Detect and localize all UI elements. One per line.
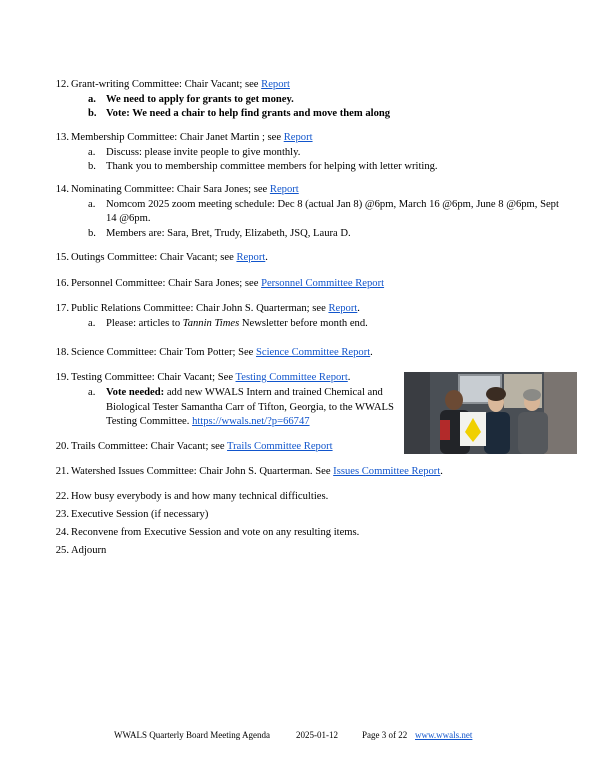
item-text: Membership Committee: Chair Janet Martin ; see	[71, 132, 284, 143]
issues-report-link[interactable]: Issues Committee Report	[333, 466, 441, 477]
report-link[interactable]: Report	[269, 184, 299, 195]
item-text: How busy everybody is and how many technical difficulties.	[71, 491, 329, 502]
science-report-link[interactable]: Science Committee Report	[256, 347, 371, 358]
item-number: 12.	[55, 79, 69, 90]
item-number: 14.	[55, 184, 69, 195]
item-text: Nominating Committee: Chair Sara Jones; see	[71, 184, 270, 195]
item-number: 17.	[55, 303, 69, 314]
personnel-report-link[interactable]: Personnel Committee Report	[261, 278, 385, 289]
trails-report-link[interactable]: Trails Committee Report	[227, 441, 333, 452]
item-text: Grant-writing Committee: Chair Vacant; see	[71, 79, 262, 90]
item-number: 21.	[55, 466, 69, 477]
item-number: 24.	[55, 527, 69, 538]
item-text: Executive Session (if necessary)	[71, 509, 209, 520]
footer-title: WWALS Quarterly Board Meeting Agenda	[114, 730, 270, 740]
report-link[interactable]: Report	[261, 79, 290, 90]
item-number: 15.	[55, 252, 69, 263]
item-text: Adjourn	[71, 545, 107, 556]
report-link[interactable]: Report	[283, 132, 313, 143]
testing-report-link[interactable]: Testing Committee Report	[235, 372, 348, 383]
item-text: Outings Committee: Chair Vacant; see	[71, 252, 237, 263]
item-number: 13.	[55, 132, 69, 143]
report-link[interactable]: Report	[328, 303, 358, 314]
footer-page-number: Page 3 of 22	[362, 730, 408, 740]
item-text: Public Relations Committee: Chair John S. Quarterman; see	[71, 303, 329, 314]
item-number: 25.	[55, 545, 69, 556]
item-number: 23.	[55, 509, 69, 520]
footer-site-link[interactable]: www.wwals.net	[415, 730, 473, 740]
intern-post-link[interactable]: https://wwals.net/?p=66747	[192, 416, 310, 427]
item-number: 20.	[55, 441, 69, 452]
item-text: Personnel Committee: Chair Sara Jones; see	[71, 278, 262, 289]
item-text: Trails Committee: Chair Vacant; see	[71, 441, 228, 452]
item-number: 16.	[55, 278, 69, 289]
item-text: Science Committee: Chair Tom Potter; See	[71, 347, 257, 358]
item-text: Reconvene from Executive Session and vote on any resulting items.	[71, 527, 360, 538]
item-number: 19.	[55, 372, 69, 383]
newsletter-title: Tannin Times	[182, 318, 240, 329]
item-number: 22.	[55, 491, 69, 502]
item-text: Testing Committee: Chair Vacant; See	[71, 372, 236, 383]
footer-date: 2025-01-12	[296, 730, 338, 740]
item-number: 18.	[55, 347, 69, 358]
item-text: Watershed Issues Committee: Chair John S. Quarterman. See	[71, 466, 334, 477]
document-page: 12. Grant-writing Committee: Chair Vacant; see Report a. We need to apply for grants to get money. b. Vote: We need a chair to help find grants and move them along 13. Membership Committee: Chair Janet Martin ; see Report a. Discuss: please invite people to give monthly. b. Thank you to membership committee members for helping with letter writing. 14. Nominating Committee: Chair Sara Jones; see Report a. Nomcom 2025 zoom meeting schedule: Dec 8 (actual Jan 8) @6pm, March 16 @6pm, June 8 @6pm, Sept 14 @6pm. b. Members are: Sara, Bret, Trudy, Elizabeth, JSQ, Laura D. 15. Outings Committee: Chair Vacant; see Report. 16. Personnel Committee: Chair Sara Jones; see Personnel Committee Report 17. Public Relations Committee: Chair John S. Quarterman; see Report. a. Please: articles to Tannin Times Newsletter before month end. 18. Science Committee: Chair Tom Potter; See Science Committee Report. 19. Testing Committee: Chair Vacant; See Testing Committee Report. a. Vote needed: add new WWALS Intern and trained Chemical and Biological Tester Samantha Carr of Tifton, Georgia, to the WWALS Testing Committee. https://wwals.net/?p=66747 20. Trails Committee: Chair Vacant; see Trails Committee Report 21. Watershed Issues Committee: Chair John S. Quarterman. See Issues Committee Report. 22. How busy everybody is and how many technical difficulties. 23. Executive Session (if necessary) 24. Reconvene from Executive Session and vote on any resulting items. 25. Adjourn WWALS Quarterly Board Meeting Agenda 2025-01-12 Page 3 of 22 www.wwals.net	[0, 0, 600, 776]
report-link[interactable]: Report	[236, 252, 266, 263]
